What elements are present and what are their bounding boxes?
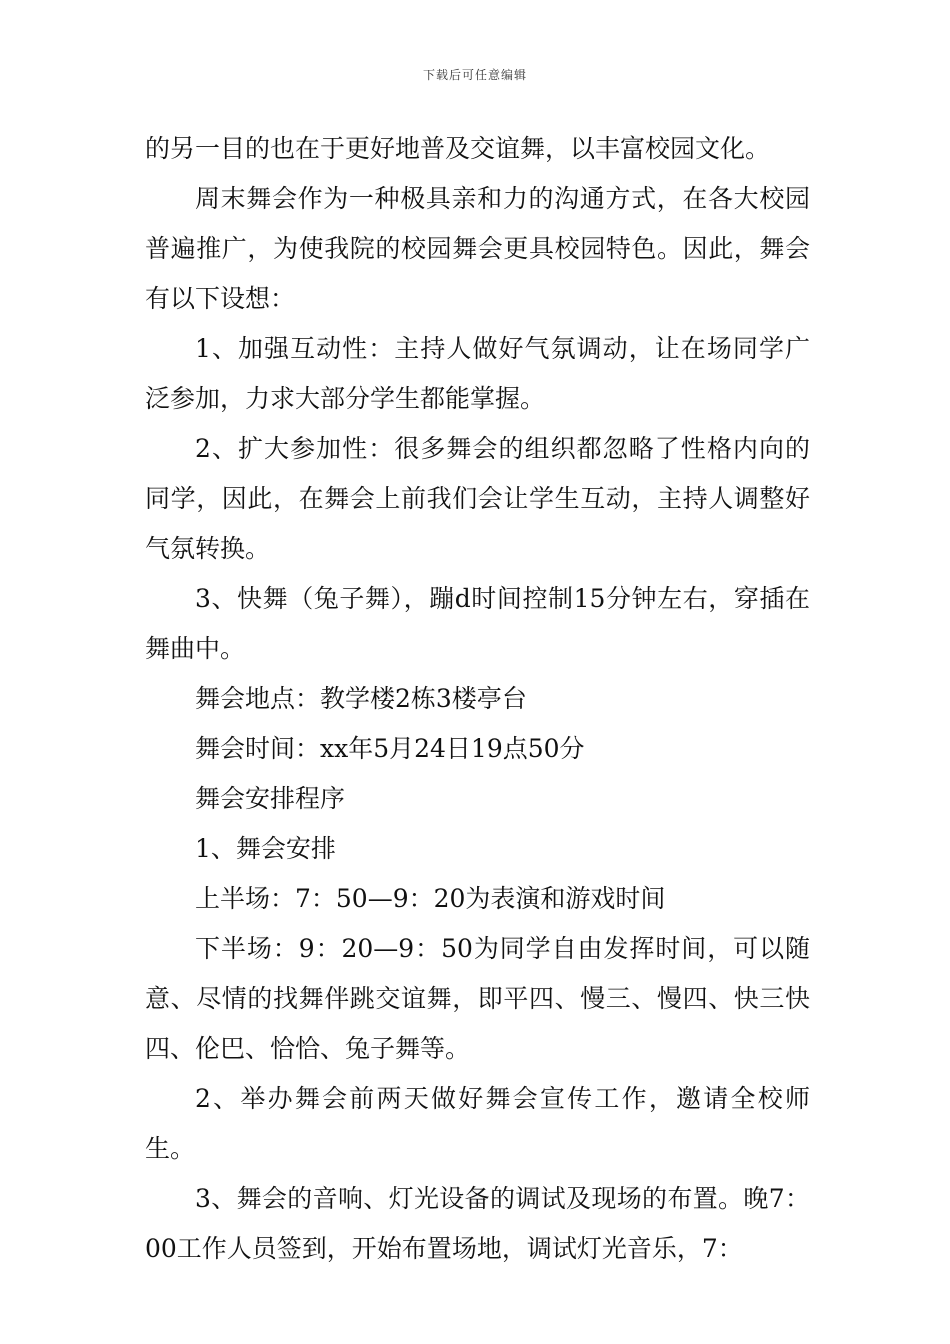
page-header-note: 下载后可任意编辑 bbox=[422, 68, 527, 82]
paragraph-13: 3、舞会的音响、灯光设备的调试及现场的布置。晚7：00工作人员签到，开始布置场地，调试灯光音乐，7： bbox=[145, 1184, 810, 1263]
document-body bbox=[145, 124, 810, 1274]
paragraph-6: 舞会地点：教学楼2栋3楼亭台 bbox=[195, 684, 527, 713]
paragraph-5: 3、快舞（兔子舞），蹦d时间控制15分钟左右，穿插在舞曲中。 bbox=[145, 584, 810, 663]
paragraph-1: 的另一目的也在于更好地普及交谊舞，以丰富校园文化。 bbox=[145, 134, 771, 163]
paragraph-11: 下半场：9：20—9：50为同学自由发挥时间，可以随意、尽情的找舞伴跳交谊舞，即平四、慢三、慢四、快三快四、伦巴、恰恰、兔子舞等。 bbox=[145, 934, 810, 1063]
paragraph-7: 舞会时间：xx年5月24日19点50分 bbox=[195, 734, 585, 763]
paragraph-4: 2、扩大参加性：很多舞会的组织都忽略了性格内向的同学，因此，在舞会上前我们会让学生互动，主持人调整好气氛转换。 bbox=[145, 434, 810, 563]
paragraph-12: 2、举办舞会前两天做好舞会宣传工作，邀请全校师生。 bbox=[145, 1084, 810, 1163]
paragraph-3: 1、加强互动性：主持人做好气氛调动，让在场同学广泛参加，力求大部分学生都能掌握。 bbox=[145, 334, 810, 413]
paragraph-9: 1、舞会安排 bbox=[195, 834, 336, 863]
paragraph-2: 周末舞会作为一种极具亲和力的沟通方式，在各大校园普遍推广，为使我院的校园舞会更具校园特色。因此，舞会有以下设想： bbox=[145, 184, 810, 313]
paragraph-10: 上半场：7：50—9：20为表演和游戏时间 bbox=[195, 884, 666, 913]
paragraph-8: 舞会安排程序 bbox=[195, 784, 346, 813]
